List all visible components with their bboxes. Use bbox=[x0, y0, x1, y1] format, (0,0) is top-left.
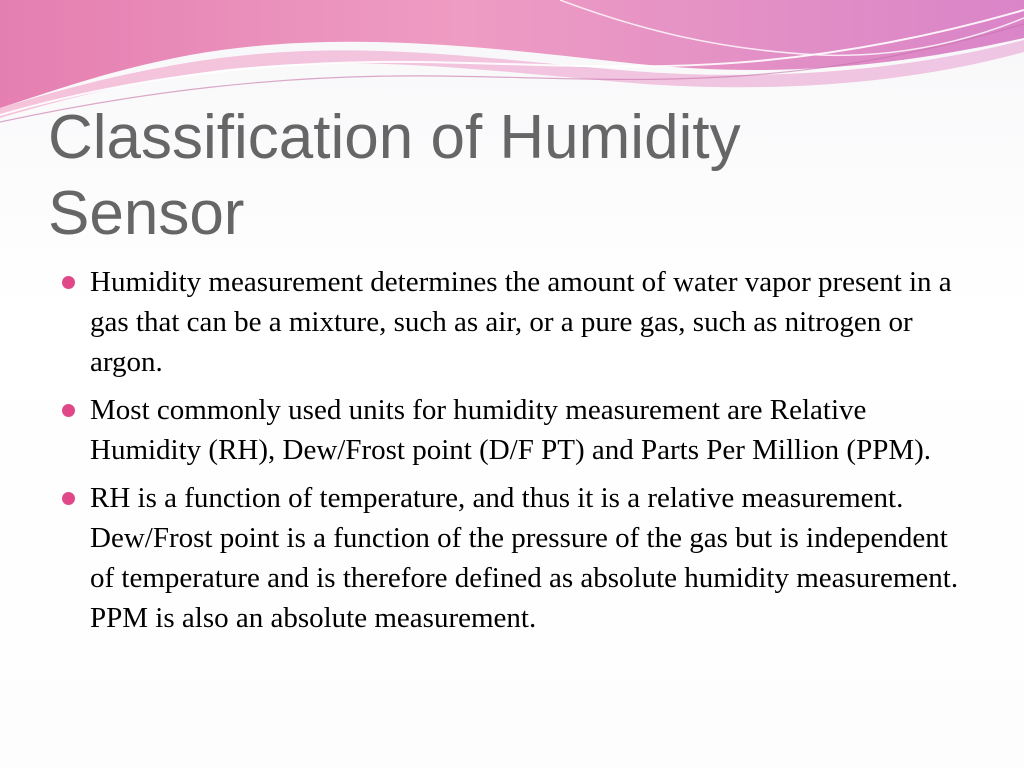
bullet-text-2: Most commonly used units for humidity measurement are Relative Humidity (RH), Dew/Frost point (D/F PT) and Parts Per Million (PPM). bbox=[90, 394, 932, 466]
slide-title bbox=[48, 100, 948, 252]
bullet-text-1: Humidity measurement determines the amount of water vapor present in a gas that can be a mixture, such as air, or a pure gas, such as nitrogen or argon. bbox=[90, 266, 952, 378]
slide-title-line-2: Sensor bbox=[48, 179, 245, 248]
slide-title-line-1: Classification of Humidity bbox=[48, 103, 741, 172]
bullet-dot-icon bbox=[62, 404, 75, 417]
bullet-list bbox=[62, 262, 962, 646]
bullet-text-3: RH is a function of temperature, and thus it is a relative measurement. Dew/Frost point is a function of the pressure of the gas but is independent of temperature and is therefore defined as absolute humidity measurement. PPM is also an absolute measurement. bbox=[90, 482, 959, 634]
bullet-dot-icon bbox=[62, 276, 75, 289]
bullet-item-3 bbox=[62, 478, 962, 638]
bullet-dot-icon bbox=[62, 492, 75, 505]
bullet-item-2 bbox=[62, 390, 962, 470]
bullet-item-1 bbox=[62, 262, 962, 382]
